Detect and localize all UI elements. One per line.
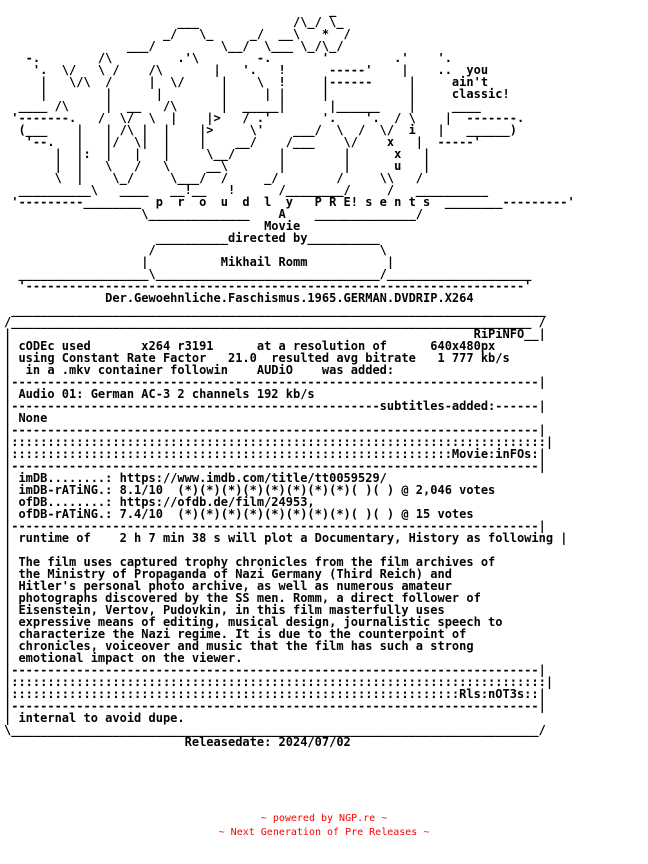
footer-powered-by: ~ powered by NGP.re ~ bbox=[260, 813, 388, 824]
footer-tagline: ~ Next Generation of Pre Releases ~ bbox=[218, 827, 430, 838]
nfo-ascii-document: _ ___ /\_/ \_ _/ \_ _/ __\ * / ___/ \__/ \___ \_/\_/ -. /\ .'\ -. ' .' '. '. \/ \ / /\ | '. ! -----' | .. you | \/\ / | \/ | \ ! |------ | ain't | | | | | | | | classic! ____ /\ | __ /\ | _____| |______ | ____ '-------. / \/ \ | |> / .' '. '. / \ | -------. (___ | | /\ | | |> \' ___/ \ / \/ i | ______) '--. | |/ \| | | __/ /___ \/ x | -----' | |: | | | \__/ | | x | | | \ / \ __\ | | u | \ | \_/ \___/ / _/ / \\ / __________\ ____ __!__ ! /________/ / __________ '---------________ p r o u d l y P R E! s e n t s ________---------' \______________ A ______________/ Movie __________directed by__________ / \ | Mikhail Romm | __________________\_______________________________/____________________ '---------------------------------------------------------------------' Der.Gewoehnliche.Faschismus.1965.GERMAN.DVDRIP.X264 __________________________________________________________________________ /________________________________________________________________________ / | RiPiNFO__| | cODEc used x264 r3191 at a resolution of 640x480px | using Constant Rate Factor 21.0 resulted avg bitrate 1 777 kb/s | in a .mkv container followin AUDiO was added: |-------------------------------------------------------------------------| | Audio 01: German AC-3 2 channels 192 kb/s |---------------------------------------------------subtitles-added:------| | None |-------------------------------------------------------------------------| |::::::::::::::::::::::::::::::::::::::::::::::::::::::::::::::::::::::::::| |:::::::::::::::::::::::::::::::::::::::::::::::::::::::::::::Movie:inFOs:| |-------------------------------------------------------------------------| | imDB........: https://www.imdb.com/title/tt0059529/ | imDB-rATiNG.: 8.1/10 (*)(*)(*)(*)(*)(*)(*)(*)( )( ) @ 2,046 votes | ofDB........: https://ofdb.de/film/24953, | ofDB-rATiNG.: 7.4/10 (*)(*)(*)(*)(*)(*)(*)(*)( )( ) @ 15 votes |-------------------------------------------------------------------------| | runtime of 2 h 7 min 38 s will plot a Documentary, History as following | | | The film uses captured trophy chronicles from the film archives of | the Ministry of Propaganda of Nazi Germany (Third Reich) and | Hitler's personal photo archive, as well as numerous amateur | photographs discovered by the SS men. Romm, a direct follower of | Eisenstein, Vertov, Pudovkin, in this film masterfully uses | expressive means of editing, musical design, journalistic speech to | characterize the Nazi regime. It is due to the counterpoint of | chronicles, voiceover and music that the film has such a strong | emotional impact on the viewer. |-------------------------------------------------------------------------| |::::::::::::::::::::::::::::::::::::::::::::::::::::::::::::::::::::::::::| |::::::::::::::::::::::::::::::::::::::::::::::::::::::::::::::Rls:nOT3s::| |-------------------------------------------------------------------------| | internal to avoid dupe. \_________________________________________________________________________/ Releasedate: 2024/07/02 bbox=[4, 4, 575, 749]
